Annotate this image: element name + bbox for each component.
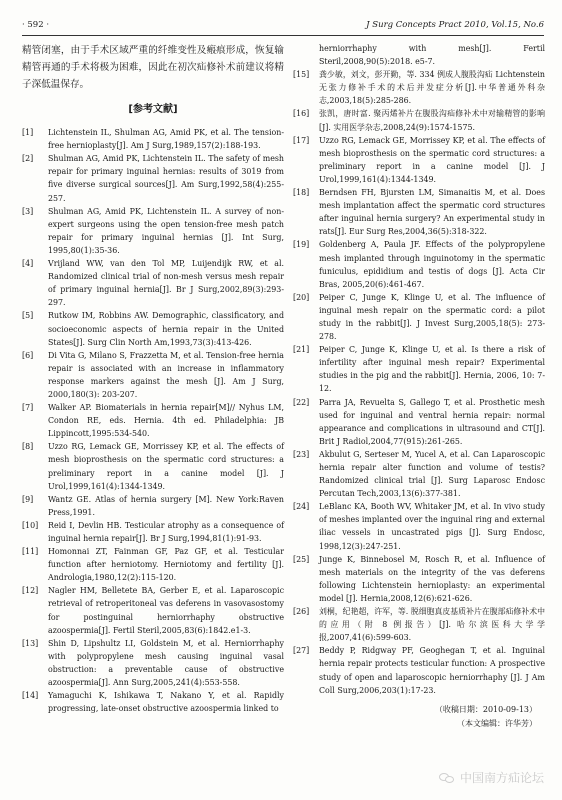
- reference-item: [293, 68, 545, 107]
- reference-item: [22, 637, 284, 689]
- reference-text: Parra JA, Revuelta S, Gallego T, et al. Prosthetic mesh used for inguinal and ventral hernia repair: normal appearance and complications in ultrasound and CT[J]. Brit J Radiol,2004,77(915):261-265.: [319, 397, 545, 446]
- reference-item: [293, 553, 545, 605]
- reference-text: herniorrhaphy with mesh[J]. Fertil Steril,2008,90(5):2018. e5-7.: [319, 44, 545, 67]
- received-date: （收稿日期：2010-09-13）: [434, 704, 537, 714]
- header-rule: [22, 35, 544, 36]
- reference-item: [293, 42, 545, 68]
- reference-number: [14]: [22, 691, 39, 701]
- reference-number: [23]: [293, 449, 310, 459]
- reference-item: [293, 396, 545, 448]
- reference-text: 龚少敏，刘文，彭开勤，等. 334 例成人腹股沟疝 Lichtenstein 无张力修补手术的术后并发症分析[J].中华普通外科杂志,2003,18(5):285-286.: [319, 70, 545, 106]
- right-column: [293, 42, 545, 731]
- reference-number: [9]: [22, 494, 34, 504]
- reference-number: [2]: [22, 154, 34, 164]
- reference-item: [22, 309, 284, 348]
- reference-number: [6]: [22, 350, 34, 360]
- reference-item: [293, 500, 545, 552]
- reference-item: [293, 343, 545, 395]
- reference-list-left: [22, 126, 284, 715]
- reference-item: [22, 126, 284, 152]
- reference-number: [293, 42, 319, 68]
- watermark: [439, 769, 544, 786]
- reference-item: [22, 349, 284, 401]
- reference-item: [22, 152, 284, 204]
- reference-item: [22, 493, 284, 519]
- reference-text: Shulman AG, Amid PK, Lichtenstein IL. A survey of non-expert surgeons using the open tension-free mesh patch repair for primary inguinal hernias [J]. Int Surg, 1995,80(1):35-36.: [48, 206, 284, 255]
- reference-item: [22, 205, 284, 257]
- reference-number: [17]: [293, 135, 310, 145]
- reference-number: [20]: [293, 292, 310, 302]
- reference-text: Homonnai ZT, Fainman GF, Paz GF, et al. Testicular function after herniotomy. Herniotomy and fertility [J]. Andrologia,1980,12(2):115-120.: [48, 547, 284, 583]
- reference-text: Shulman AG, Amid PK, Lichtenstein IL. The safety of mesh repair for primary inguinal hernias: results of 3019 from five diverse surgical sources[J]. Am Surg,1992,58(4):255-257.: [48, 154, 284, 203]
- reference-item: [22, 584, 284, 636]
- reference-number: [5]: [22, 311, 34, 321]
- reference-number: [21]: [293, 345, 310, 355]
- reference-number: [25]: [293, 554, 310, 564]
- reference-text: Wantz GE. Atlas of hernia surgery [M]. New York:Raven Press,1991.: [48, 494, 284, 517]
- reference-text: Vrijland WW, van den Tol MP, Luijendijk RW, et al. Randomized clinical trial of non-mesh versus mesh repair of primary inguinal hernia[J]. Br J Surg,2002,89(3):293-297.: [48, 259, 284, 308]
- reference-number: [15]: [293, 70, 310, 80]
- reference-number: [26]: [293, 607, 310, 617]
- reference-item: [293, 134, 545, 186]
- reference-text: Junge K, Binnebosel M, Rosch R, et al. Influence of mesh materials on the integrity of the vas deferens following Lichtenstein hernioplasty: an experimental model [J]. Hernia,2008,12(6):621-626.: [319, 554, 545, 603]
- intro-paragraph: 精管闭塞，由于手术区域严重的纤维变性及瘢痕形成，恢复输精管再通的手术将极为困难，因此在初次疝修补术前建议将精子深低温保存。: [22, 45, 284, 90]
- reference-number: [4]: [22, 259, 34, 269]
- reference-item: [22, 401, 284, 440]
- reference-text: 刘桐，纪艳超，许军，等. 脱细胞真皮基质补片在腹部疝修补术中的应用（附 8 例报告）[J]. 哈尔滨医科大学学报,2007,41(6):599-603.: [319, 607, 545, 643]
- reference-text: Yamaguchi K, Ishikawa T, Nakano Y, et al. Rapidly progressing, late-onset obstructive azoospermia linked to: [48, 691, 284, 714]
- reference-number: [10]: [22, 520, 39, 530]
- reference-number: [18]: [293, 188, 310, 198]
- reference-item: [22, 257, 284, 309]
- reference-number: [24]: [293, 502, 310, 512]
- reference-text: 张凯，唐时富. 聚丙烯补片在腹股沟疝修补术中对输精管的影响[J]. 实用医学杂志,2008,24(9):1574-1575.: [319, 109, 545, 132]
- reference-number: [8]: [22, 442, 34, 452]
- reference-item: [22, 440, 284, 492]
- reference-text: Beddy P, Ridgway PF, Geoghegan T, et al. Inguinal hernia repair protects testicular function: A prospective study of open and laparoscopic herniorrhaphy [J]. J Am Coll Surg,2006,203(1):17-23.: [319, 646, 545, 695]
- reference-item: [22, 519, 284, 545]
- article-footer: [293, 703, 545, 731]
- reference-item: [293, 448, 545, 500]
- reference-text: Shin D, Lipshultz LI, Goldstein M, et al. Herniorrhaphy with polypropylene mesh causing inguinal vasal obstruction: a preventable cause of obstructive azoospermia[J]. Ann Surg,2005,241(4):553-558.: [48, 638, 284, 688]
- reference-item: [293, 644, 545, 696]
- reference-text: Reid I, Devlin HB. Testicular atrophy as a consequence of inguinal hernia repair[J]. Br J Surg,1994,81(1):91-93.: [48, 520, 284, 543]
- reference-text: Goldenberg A, Paula JF. Effects of the polypropylene mesh implanted through inguinotomy in the spermatic funiculus, epididium and testis of dogs [J]. Acta Cir Bras, 2005,20(6):461-467.: [319, 240, 545, 289]
- reference-item: [22, 689, 284, 715]
- watermark-text: 中国南方疝论坛: [459, 771, 544, 785]
- reference-item: [293, 291, 545, 343]
- editor-credit: （本文编辑：许华芳）: [457, 718, 537, 728]
- reference-text: Uzzo RG, Lemack GE, Morrissey KP, et al. The effects of mesh bioprosthesis on the spermatic cord structures: a preliminary report in a canine model [J]. J Urol,1999,161(4):1344-1349.: [319, 135, 545, 184]
- reference-number: [16]: [293, 109, 310, 119]
- reference-number: [19]: [293, 240, 310, 250]
- reference-text: Lichtenstein IL, Shulman AG, Amid PK, et al. The tension-free hernioplasty[J]. Am J Surg,1989,157(2):188-193.: [48, 128, 284, 151]
- left-column: [22, 42, 284, 715]
- reference-number: [11]: [22, 547, 39, 557]
- reference-text: Uzzo RG, Lemack GE, Morrissey KP, et al. The effects of mesh bioprosthesis on the spermatic cord structures: a preliminary report in a canine model [J]. J Urol,1999,161(4):1344-1349.: [48, 442, 284, 491]
- reference-item: [293, 238, 545, 290]
- wechat-icon: [439, 772, 455, 784]
- journal-citation: J Surg Concepts Pract 2010, Vol.15, No.6: [366, 20, 544, 30]
- reference-number: [1]: [22, 128, 34, 138]
- reference-text: Di Vita G, Milano S, Frazzetta M, et al. Tension-free hernia repair is associated with an increase in inflammatory response markers against the mesh [J]. Am J Surg, 2000,180(3): 203-207.: [48, 350, 284, 399]
- reference-text: LeBlanc KA, Booth WV, Whitaker JM, et al. In vivo study of meshes implanted over the inguinal ring and external iliac vessels in uncastrated pigs [J]. Surg Endosc, 1998,12(3):247-251.: [319, 502, 545, 551]
- reference-number: [27]: [293, 646, 310, 656]
- reference-item: [293, 186, 545, 238]
- reference-text: Akbulut G, Serteser M, Yucel A, et al. Can Laparoscopic hernia repair alter function and volume of testis? Randomized clinical trial [J]. Surg Laparosc Endosc Percutan Tech,2003,13(6):377-381.: [319, 449, 545, 499]
- reference-number: [22]: [293, 397, 310, 407]
- reference-item: [22, 545, 284, 584]
- reference-number: [12]: [22, 586, 39, 596]
- reference-text: Rutkow IM, Robbins AW. Demographic, classificatory, and socioeconomic aspects of hernia repair in the United States[J]. Surg Clin North Am,1993,73(3):413-426.: [48, 311, 284, 347]
- references-heading: [参考文献]: [128, 104, 178, 115]
- reference-text: Nagler HM, Belletete BA, Gerber E, et al. Laparoscopic retrieval of retroperitoneal vas deferens in vasovasostomy for postinguinal herniorrhaphy obstructive azoospermia[J]. Fertil Steril,2005,83(6):1842.e1-3.: [48, 586, 284, 635]
- reference-item: [293, 107, 545, 133]
- reference-text: Berndsen FH, Bjursten LM, Simanaitis M, et al. Does mesh implantation affect the spermatic cord structures after inguinal hernia surgery? An experimental study in rats[J]. Eur Surg Res,2004,36(5):318-322.: [319, 188, 545, 237]
- reference-list-right: [293, 42, 545, 697]
- reference-number: [3]: [22, 206, 34, 216]
- reference-number: [13]: [22, 638, 39, 648]
- page-header: [22, 20, 544, 34]
- reference-number: [7]: [22, 403, 34, 413]
- reference-item: [293, 605, 545, 644]
- page-number: · 592 ·: [22, 20, 50, 30]
- reference-text: Walker AP. Biomaterials in hernia repair[M]// Nyhus LM, Condon RE, eds. Hernia. 4th ed. Philadelphia: JB Lippincott,1995:534-540.: [48, 403, 284, 439]
- reference-text: Peiper C, Junge K, Klinge U, et al. Is there a risk of infertility after inguinal mesh repair? Experimental studies in the pig and the rabbit[J]. Hernia, 2006, 10: 7-12.: [319, 345, 545, 394]
- reference-text: Peiper C, Junge K, Klinge U, et al. The influence of inguinal mesh repair on the spermatic cord: a pilot study in the rabbit[J]. J Invest Surg,2005,18(5): 273-278.: [319, 292, 545, 342]
